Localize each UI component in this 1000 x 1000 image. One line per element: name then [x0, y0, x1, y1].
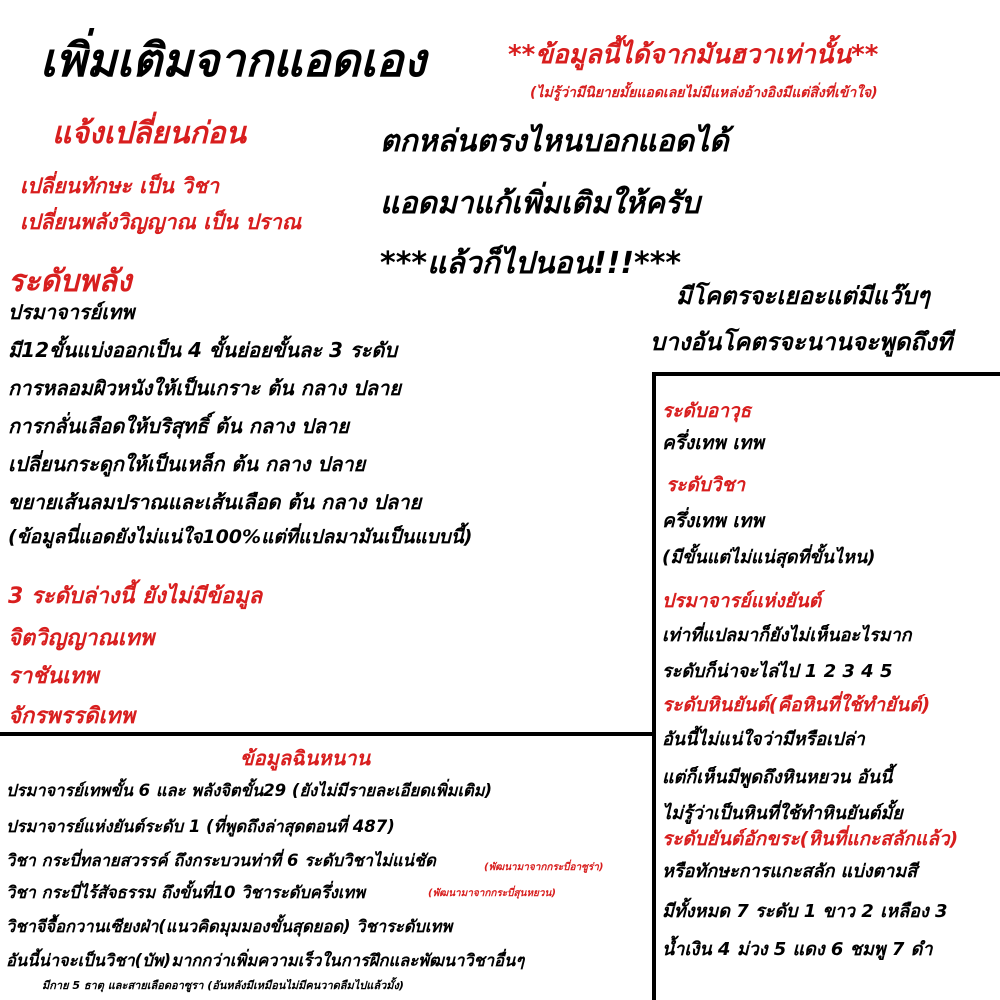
- stone-heading: ระดับหินยันต์(คือหินที่ใช้ทำยันต์): [662, 694, 931, 716]
- unknown-item: ราชันเทพ: [8, 664, 99, 689]
- power-heading: ระดับพลัง: [8, 264, 132, 299]
- char-line: มีทั้งหมด 7 ระดับ 1 ขาว 2 เหลือง 3: [662, 901, 948, 922]
- stone-line: อันนี้ไม่แน่ใจว่ามีหรือเปล่า: [662, 729, 865, 750]
- source-subnote: (ไม่รู้ว่ามีนิยายมั้ยแอดเลยไม่มีแหล่งอ้างอิงมีแต่สิ่งที่เข้าใจ): [530, 85, 878, 101]
- weapon-text: ครึ่งเทพ เทพ: [662, 432, 764, 454]
- power-line: ขยายเส้นลมปราณและเส้นเลือด ต้น กลาง ปลาย: [8, 490, 422, 514]
- unknown-item: จิตวิญญาณเทพ: [8, 626, 155, 651]
- main-char-line: วิชา กระบี่ไร้สัจธรรม ถึงขั้นที่10 วิชาระดับครึ่งเทพ: [6, 883, 366, 902]
- rune-line: ระดับก็น่าจะไล่ไป 1 2 3 4 5: [662, 661, 893, 682]
- skill-heading: ระดับวิชา: [666, 474, 746, 496]
- power-line: มี12ขั้นแบ่งออกเป็น 4 ขั้นย่อยขั้นละ 3 ระดับ: [8, 338, 398, 362]
- message-line: ***แล้วก็ไปนอน!!!***: [380, 246, 682, 281]
- power-line: เปลี่ยนกระดูกให้เป็นเหล็ก ต้น กลาง ปลาย: [8, 452, 366, 476]
- message-line: แอดมาแก้เพิ่มเติมให้ครับ: [380, 186, 700, 221]
- skill-note: (มีขั้นแต่ไม่แน่สุดที่ขั้นไหน): [662, 547, 876, 568]
- main-char-line: ปรมาจารย์แห่งยันต์ระดับ 1 (ที่พูดถึงล่าสุดตอนที่ 487): [6, 817, 395, 836]
- char-line: หรือทักษะการแกะสลัก แบ่งตามสี: [662, 861, 918, 882]
- power-line: ปรมาจารย์เทพ: [8, 300, 135, 324]
- power-line: การหลอมผิวหนังให้เป็นเกราะ ต้น กลาง ปลาย: [8, 376, 401, 400]
- notice-item: เปลี่ยนทักษะ เป็น วิชา: [20, 174, 220, 198]
- source-notice: **ข้อมูลนี้ได้จากมันฮวาเท่านั้น**: [508, 40, 879, 70]
- message-line: ตกหล่นตรงไหนบอกแอดได้: [380, 124, 729, 159]
- weapon-heading: ระดับอาวุธ: [662, 400, 752, 422]
- power-line: (ข้อมูลนี่แอดยังไม่แน่ใจ100%แต่ที่แปลมามันเป็นแบบนี้): [8, 526, 473, 548]
- stone-line: แต่ก็เห็นมีพูดถึงหินหยวน อันนี้: [662, 767, 893, 788]
- main-char-footnote: มีกาย 5 ธาตุ และสายเลือดอาซูรา (อันหลังมีเหมือนไม่มีคนวาดลืมไปแล้วมั้ง): [42, 979, 404, 992]
- power-line: การกลั่นเลือดให้บริสุทธิ์ ต้น กลาง ปลาย: [8, 414, 350, 438]
- stone-line: ไม่รู้ว่าเป็นหินที่ใช้ทำหินยันต์มั้ย: [662, 803, 903, 824]
- bottom-panel-divider: [0, 732, 654, 736]
- main-char-heading: ข้อมูลฉินหนาน: [240, 746, 371, 770]
- main-char-line: วิชาจีจื้อกวานเซียงฝ่า(แนวคิดมุมมองขั้นสุดยอด) วิชาระดับเทพ: [6, 917, 453, 936]
- message-subline: มีโคตรจะเยอะแต่มีแว๊บๆ: [676, 282, 930, 310]
- notice-item: เปลี่ยนพลังวิญญาณ เป็น ปราณ: [20, 210, 302, 234]
- page-title: เพิ่มเติมจากแอดเอง: [40, 33, 426, 87]
- message-subline: บางอันโคตรจะนานจะพูดถึงที: [650, 328, 953, 356]
- unknown-heading: 3 ระดับล่างนี้ ยังไม่มีข้อมูล: [8, 584, 263, 609]
- skill-text: ครึ่งเทพ เทพ: [662, 510, 764, 532]
- char-line: น้ำเงิน 4 ม่วง 5 แดง 6 ชมพู 7 ดำ: [662, 939, 933, 960]
- main-char-note: (พัฒนามาจากกระบี่สุนหยวน): [428, 888, 556, 899]
- main-char-note: (พัฒนามาจากกระบี่อาซูร่า): [484, 862, 604, 873]
- rune-line: เท่าที่แปลมาก็ยังไม่เห็นอะไรมาก: [662, 625, 912, 646]
- main-char-line: วิชา กระบี่ทลายสวรรค์ ถึงกระบวนท่าที่ 6 ระดับวิชาไม่แน่ชัด: [6, 851, 436, 870]
- unknown-item: จักรพรรดิเทพ: [8, 704, 135, 729]
- main-char-line: อันนี้น่าจะเป็นวิชา(บัพ)มากกว่าเพิ่มความเร็วในการฝึกและพัฒนาวิชาอื่นๆ: [6, 951, 525, 970]
- notice-heading: แจ้งเปลี่ยนก่อน: [52, 116, 247, 151]
- main-char-line: ปรมาจารย์เทพขั้น 6 และ พลังจิตขั้น29 (ยังไม่มีรายละเอียดเพิ่มเติม): [6, 781, 493, 800]
- char-heading: ระดับยันต์อักขระ(หินที่แกะสลักแล้ว): [662, 828, 959, 850]
- rune-heading: ปรมาจารย์แห่งยันต์: [662, 590, 822, 612]
